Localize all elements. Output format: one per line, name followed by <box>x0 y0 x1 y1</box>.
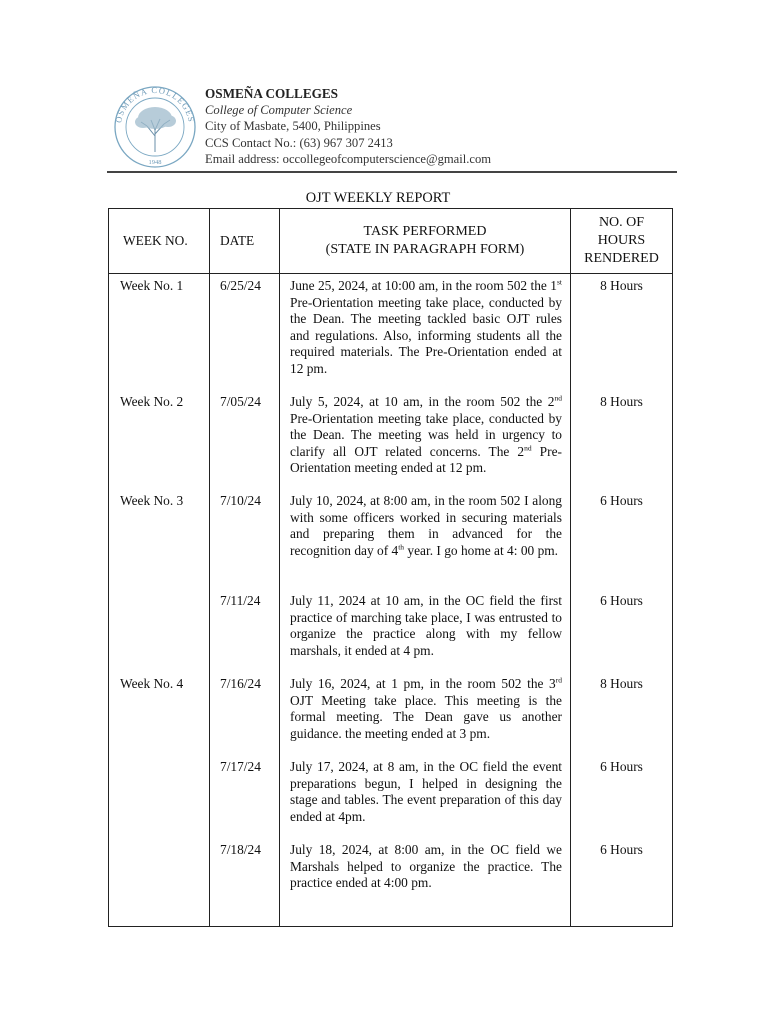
date-cell: 7/05/24 <box>220 394 261 409</box>
date-cell: 7/17/24 <box>220 759 261 774</box>
letterhead-divider <box>107 171 677 173</box>
hours-cell: 8 Hours <box>600 394 643 409</box>
week-column-header: WEEK NO. <box>109 209 210 274</box>
weekly-report-table <box>108 208 673 927</box>
task-cell: July 11, 2024 at 10 am, in the OC field the first practice of marching take place, I was entrusted to organize the practice along with my fellow marshals, it ended at 4 pm. <box>290 593 562 658</box>
task-header-line: (STATE IN PARAGRAPH FORM) <box>325 242 525 257</box>
date-cell: 7/18/24 <box>220 842 261 857</box>
task-cell: July 18, 2024, at 8:00 am, in the OC field we Marshals helped to organize the practice. The practice ended at 4:00 pm. <box>290 842 562 891</box>
week-cell: Week No. 4 <box>120 676 184 691</box>
report-title: OJT WEEKLY REPORT <box>305 190 451 206</box>
date-cell: 7/16/24 <box>220 676 261 691</box>
table-header-row <box>109 209 673 274</box>
week-cell: Week No. 3 <box>120 493 184 508</box>
college-seal-logo <box>107 84 203 170</box>
hours-column-header <box>571 209 673 274</box>
date-cell: 6/25/24 <box>220 278 261 293</box>
hours-cell: 6 Hours <box>600 493 643 508</box>
table-body-row <box>109 274 673 927</box>
letterhead <box>107 82 677 174</box>
hours-header-line: NO. OF <box>598 215 645 230</box>
task-column <box>280 274 571 927</box>
date-column-header: DATE <box>210 209 280 274</box>
date-column <box>210 274 280 927</box>
svg-text:1948: 1948 <box>148 159 162 166</box>
task-cell: July 10, 2024, at 8:00 am, in the room 502 I along with some officers worked in securing materials and preparing them in advanced for the recognition day of 4th year. I go home at 4: 00 pm. <box>290 493 562 558</box>
task-header-line: TASK PERFORMED <box>363 224 487 239</box>
department-name: College of Computer Science <box>205 103 353 118</box>
college-name: OSMEÑA COLLEGES <box>205 86 339 101</box>
week-cell: Week No. 1 <box>120 278 184 293</box>
hours-header-line: RENDERED <box>584 251 659 266</box>
week-cell: Week No. 2 <box>120 394 184 409</box>
hours-cell: 8 Hours <box>600 278 643 293</box>
hours-cell: 6 Hours <box>600 759 643 774</box>
letterhead-text <box>205 86 491 167</box>
week-column <box>109 274 210 927</box>
contact-line: CCS Contact No.: (63) 967 307 2413 <box>205 135 393 150</box>
hours-cell: 6 Hours <box>600 593 643 608</box>
address-line: City of Masbate, 5400, Philippines <box>205 119 381 134</box>
email-line: Email address: occollegeofcomputerscience@gmail.com <box>205 151 492 166</box>
task-column-header <box>280 209 571 274</box>
date-cell: 7/11/24 <box>220 593 261 608</box>
hours-cell: 6 Hours <box>600 842 643 857</box>
date-cell: 7/10/24 <box>220 493 261 508</box>
hours-header-line: HOURS <box>597 233 646 248</box>
hours-column <box>571 274 673 927</box>
task-cell: July 5, 2024, at 10 am, in the room 502 the 2nd Pre-Orientation meeting take place, conducted by the Dean. The meeting was held in urgency to clarify all OJT related concerns. The 2nd Pre-Orientation meeting ended at 12 pm. <box>290 393 562 476</box>
task-cell: July 17, 2024, at 8 am, in the OC field the event preparations begun, I helped in designing the stage and tables. The event preparation of this day ended at 4pm. <box>290 759 562 824</box>
task-cell: July 16, 2024, at 1 pm, in the room 502 the 3rd OJT Meeting take place. This meeting is the formal meeting. The Dean gave us another guidance. the meeting ended at 3 pm. <box>290 675 562 741</box>
svg-text:OSMEÑA COLLEGES: OSMEÑA COLLEGES <box>113 84 197 124</box>
hours-cell: 8 Hours <box>600 676 643 691</box>
task-cell: June 25, 2024, at 10:00 am, in the room 502 the 1st Pre-Orientation meeting take place, conducted by the Dean. The meeting tackled basic OJT rules and regulations. Also, informing students all the required materials. The Pre-Orientation ended at 12 pm. <box>290 277 562 376</box>
